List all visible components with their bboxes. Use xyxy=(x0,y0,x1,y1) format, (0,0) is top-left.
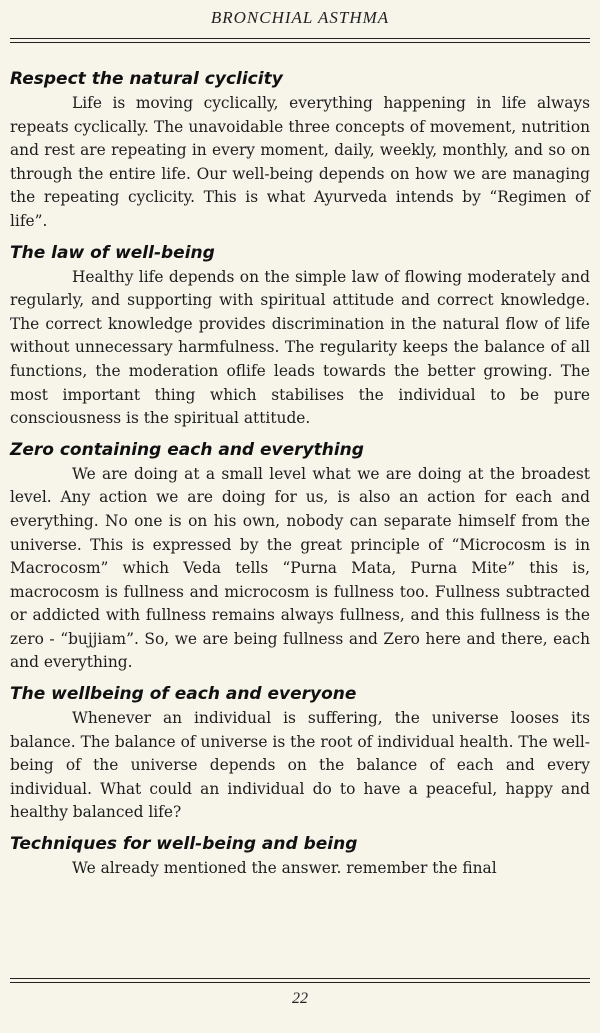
paragraph: We are doing at a small level what we are doing at the broadest level. Any action we are doing for us, is also an action for each and everything. No one is on his own, nobody can separate himself from the universe. This is expressed by the great principle of “Microcosm is in Macrocosm” which Veda tells “Purna Mata, Purna Mite” this is, macrocosm is fullness and microcosm is fullness too. Fullness subtracted or addicted with fullness remains always fullness, and this fullness is the zero - “bujjiam”. So, we are being fullness and Zero here and there, each and everything. xyxy=(10,464,590,672)
footer-rule xyxy=(10,978,590,979)
page-body xyxy=(10,66,590,887)
paragraph: Life is moving cyclically, everything happening in life always repeats cyclically. The unavoidable three concepts of movement, nutrition and rest are repeating in every moment, daily, weekly, monthly, and so on through the entire life. Our well-being depends on how we are managing the repeating cyclicity. This is what Ayurveda intends by “Regimen of life”. xyxy=(10,94,590,230)
section-heading: The wellbeing of each and everyone xyxy=(10,684,357,705)
paragraph: Whenever an individual is suffering, the universe looses its balance. The balance of universe is the root of individual health. The well-being of the universe depends on the balance of each and every individual. What could an individual do to have a peaceful, happy and healthy balanced life? xyxy=(10,709,590,822)
section-heading: Techniques for well-being and being xyxy=(10,834,358,855)
section-heading: The law of well-being xyxy=(10,242,215,263)
footer-rule xyxy=(10,982,590,983)
section-heading: Respect the natural cyclicity xyxy=(10,69,283,89)
section-heading: Zero containing each and everything xyxy=(10,439,364,460)
header-rule xyxy=(10,42,590,43)
running-head: BRONCHIAL ASTHMA xyxy=(210,8,390,27)
paragraph: We already mentioned the answer. remember the final xyxy=(72,859,497,878)
page-number: 22 xyxy=(292,990,308,1007)
paragraph: Healthy life depends on the simple law of flowing moderately and regularly, and supporting with spiritual attitude and correct knowledge. The correct knowledge provides discrimination in the natural flow of life without unnecessary harmfulness. The regularity keeps the balance of all functions, the moderation oflife leads towards the better growing. The most important thing which stabilises the individual to be pure consciousness is the spiritual attitude. xyxy=(10,267,590,428)
header-rule xyxy=(10,38,590,39)
